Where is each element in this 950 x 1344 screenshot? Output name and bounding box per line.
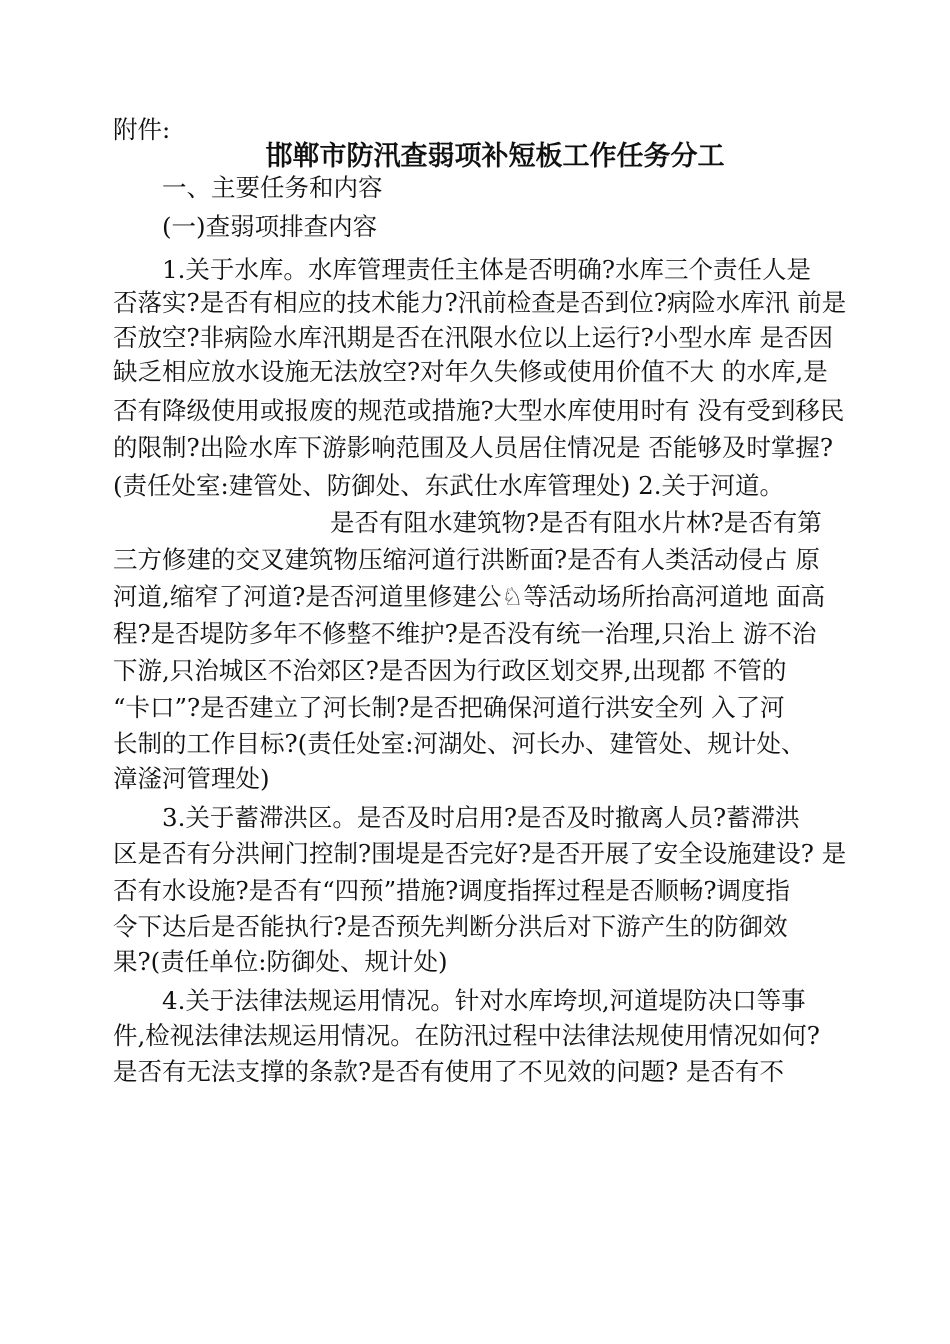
paragraph-line: 区是否有分洪闸门控制?围堤是否完好?是否开展了安全设施建设? 是 [113,839,847,868]
paragraph-line: 的限制?出险水库下游影响范围及人员居住情况是 否能够及时掌握? [113,433,834,462]
paragraph-line: 否放空?非病险水库汛期是否在汛限水位以上运行?小型水库 是否因 [113,323,834,352]
paragraph-line: 漳滏河管理处) [113,764,270,793]
paragraph-line: 河道,缩窄了河道?是否河道里修建公♘等活动场所抬高河道地 面高 [113,582,826,611]
paragraph-line: (责任处室:建管处、防御处、东武仕水库管理处) 2.关于河道。 [113,471,785,500]
section-heading: 一、主要任务和内容 [162,173,383,202]
paragraph-line: 令下达后是否能执行?是否预先判断分洪后对下游产生的防御效 [113,912,788,941]
document-title: 邯郸市防汛查弱项补短板工作任务分工 [265,141,725,172]
paragraph-line: 下游,只治城区不治郊区?是否因为行政区划交界,出现都 不管的 [113,656,787,685]
attachment-label: 附件: [113,115,171,144]
paragraph-line: 否有降级使用或报废的规范或措施?大型水库使用时有 没有受到移民 [113,396,845,425]
paragraph-line: 否落实?是否有相应的技术能力?汛前检查是否到位?病险水库汛 前是 [113,288,847,317]
paragraph-line: 否有水设施?是否有“四预”措施?调度指挥过程是否顺畅?调度指 [113,876,790,905]
paragraph-line: 果?(责任单位:防御处、规计处) [113,947,448,976]
paragraph-line: 是否有无法支撑的条款?是否有使用了不见效的问题? 是否有不 [113,1057,785,1086]
paragraph-line: 缺乏相应放水设施无法放空?对年久失修或使用价值不大 的水库,是 [113,357,828,386]
subsection-heading: (一)查弱项排查内容 [162,212,378,241]
paragraph-line: 程?是否堤防多年不修整不维护?是否没有统一治理,只治上 游不治 [113,619,817,648]
paragraph-line: 3.关于蓄滞洪区。是否及时启用?是否及时撤离人员?蓄滞洪 [162,803,800,832]
paragraph-line: 件,检视法律法规运用情况。在防汛过程中法律法规使用情况如何? [113,1021,820,1050]
paragraph-line: 长制的工作目标?(责任处室:河湖处、河长办、建管处、规计处、 [113,729,806,758]
paragraph-line: 三方修建的交叉建筑物压缩河道行洪断面?是否有人类活动侵占 原 [113,545,820,574]
paragraph-line: “卡口”?是否建立了河长制?是否把确保河道行洪安全列 入了河 [113,693,785,722]
paragraph-line: 4.关于法律法规运用情况。针对水库垮坝,河道堤防决口等事 [162,986,806,1015]
paragraph-line: 是否有阻水建筑物?是否有阻水片林?是否有第 [330,508,822,537]
paragraph-line: 1.关于水库。水库管理责任主体是否明确?水库三个责任人是 [162,255,812,284]
